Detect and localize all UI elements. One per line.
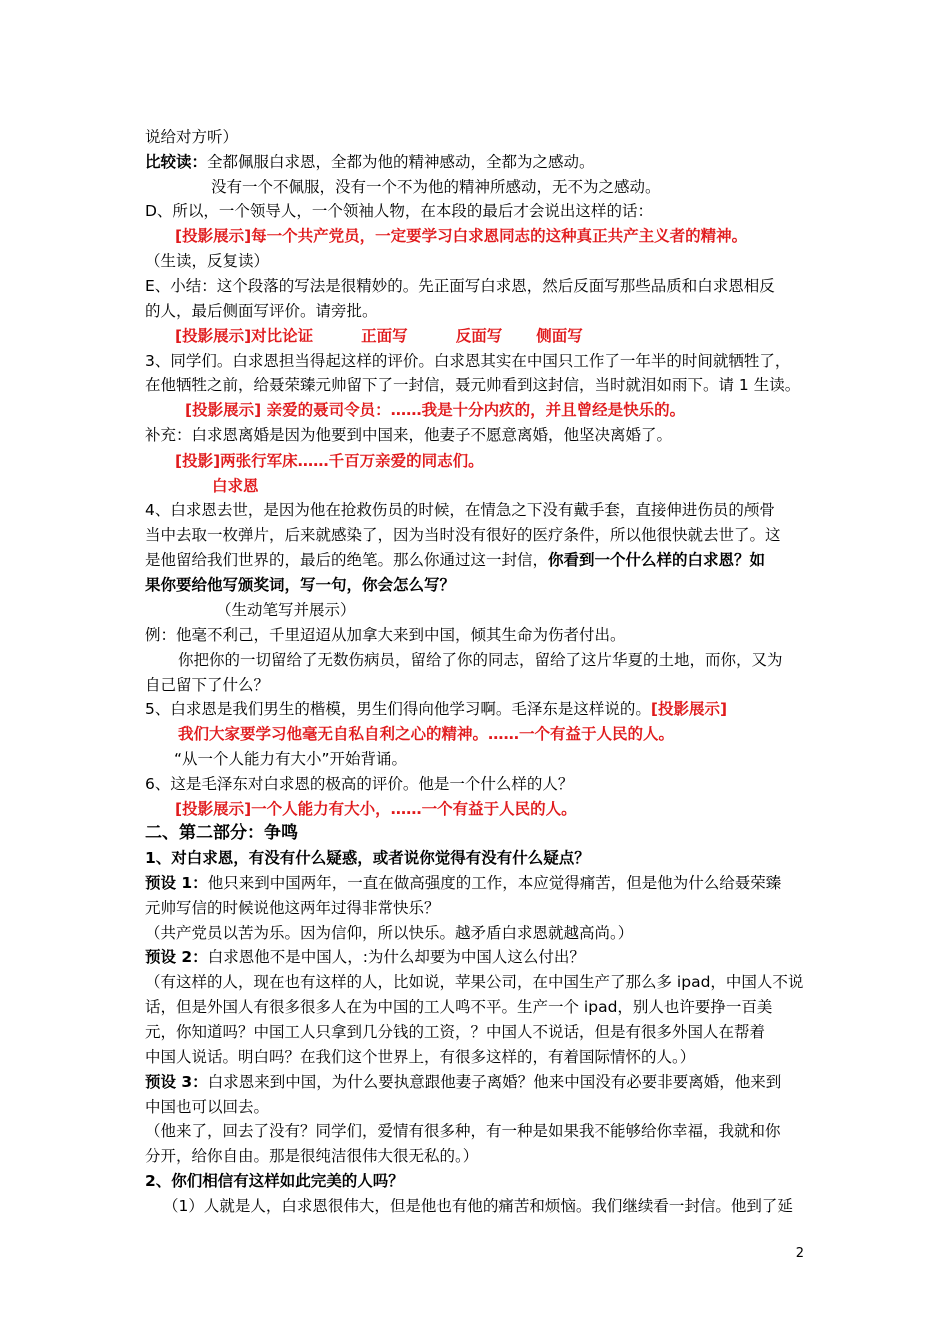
- text-span: 侧面写: [536, 327, 583, 345]
- text-span: 你看到一个什么样的白求恩？如: [548, 551, 766, 569]
- text-line: 4、白求恩去世，是因为他在抢救伤员的时候，在情急之下没有戴手套，直接伸进伤员的颅骨: [145, 501, 775, 519]
- text-line: [145, 1072, 820, 1092]
- text-line: [145, 873, 820, 893]
- text-line: （生动笔写并展示）: [216, 601, 356, 619]
- text-span: 预设 2：: [145, 948, 208, 966]
- text-span: 预设 1：: [145, 874, 208, 892]
- text-line: E、小结：这个段落的写法是很精妙的。先正面写白求恩，然后反面写那些品质和白求恩相反: [145, 277, 775, 295]
- text-line: 没有一个不佩服，没有一个不为他的精神所感动，无不为之感动。: [211, 178, 661, 196]
- projection-line: [投影展示]每一个共产党员，一定要学习白求恩同志的这种真正共产主义者的精神。: [175, 227, 748, 245]
- text-span: [投影展示]: [650, 700, 728, 718]
- text-span: 反面写: [455, 327, 503, 345]
- text-line: 2、你们相信有这样如此完美的人吗？: [145, 1172, 404, 1190]
- text-line: 元，你知道吗？中国工人只拿到几分钱的工资，？中国人不说话，但是有很多外国人在帮着: [145, 1023, 766, 1041]
- text-line: 的人，最后侧面写评价。请旁批。: [145, 302, 378, 320]
- text-line: 你把你的一切留给了无数伤病员，留给了你的同志，留给了这片华夏的土地，而你，又为: [178, 651, 783, 669]
- text-line: （1）人就是人，白求恩很伟大，但是他也有他的痛苦和烦恼。我们继续看一封信。他到了延: [163, 1197, 793, 1215]
- text-line: 1、对白求恩，有没有什么疑惑，或者说你觉得有没有什么疑点？: [145, 849, 590, 867]
- projection-line: [175, 326, 820, 346]
- text-line: 在他牺牲之前，给聂荣臻元帅留下了一封信，聂元帅看到这封信，当时就泪如雨下。请 1 生读。: [145, 376, 801, 394]
- text-line: （有这样的人，现在也有这样的人，比如说，苹果公司，在中国生产了那么多 ipad，中国人不说: [145, 973, 804, 991]
- text-span: 他只来到中国两年，一直在做高强度的工作，本应觉得痛苦，但是他为什么给聂荣臻: [207, 874, 782, 892]
- text-span: 是他留给我们世界的，最后的绝笔。那么你通过这一封信，: [145, 551, 549, 569]
- text-span: 预设 3：: [145, 1073, 208, 1091]
- text-line: 中国也可以回去。: [145, 1098, 270, 1116]
- text-line: 分开，给你自由。那是很纯洁很伟大很无私的。）: [145, 1147, 479, 1165]
- projection-line: [投影]两张行军床……千百万亲爱的同志们。: [175, 452, 484, 470]
- text-line: 中国人说话。明白吗？在我们这个世界上，有很多这样的，有着国际情怀的人。）: [145, 1048, 696, 1066]
- text-line: [145, 152, 820, 172]
- text-line: 当中去取一枚弹片，后来就感染了，因为当时没有很好的医疗条件，所以他很快就去世了。这: [145, 526, 781, 544]
- projection-line: 我们大家要学习他毫无自私自利之心的精神。……一个有益于人民的人。: [178, 725, 675, 743]
- text-line: [145, 550, 820, 570]
- text-span: 全都佩服白求恩，全都为他的精神感动，全都为之感动。: [207, 153, 595, 171]
- text-line: D、所以，一个领导人，一个领袖人物，在本段的最后才会说出这样的话：: [145, 202, 653, 220]
- page-number: 2: [795, 1246, 804, 1261]
- text-line: 补充：白求恩离婚是因为他要到中国来，他妻子不愿意离婚，他坚决离婚了。: [145, 426, 673, 444]
- text-line: “从一个人能力有大小”开始背诵。: [174, 750, 408, 768]
- signature-line: 白求恩: [212, 477, 259, 495]
- text-line: 例：他毫不利己，千里迢迢从加拿大来到中国，倾其生命为伤者付出。: [145, 626, 626, 644]
- text-span: 5、白求恩是我们男生的楷模，男生们得向他学习啊。毛泽东是这样说的。: [145, 700, 651, 718]
- text-line: [145, 947, 820, 967]
- projection-line: [投影展示] 亲爱的聂司令员：……我是十分内疚的，并且曾经是快乐的。: [185, 401, 686, 419]
- text-span: 白求恩来到中国，为什么要执意跟他妻子离婚？他来中国没有必要非要离婚，他来到: [207, 1073, 782, 1091]
- text-span: 正面写: [361, 327, 408, 345]
- text-line: （他来了，回去了没有？同学们，爱情有很多种，有一种是如果我不能够给你幸福，我就和你: [145, 1122, 781, 1140]
- text-line: 自己留下了什么？: [145, 676, 270, 694]
- projection-line: [投影展示]一个人能力有大小，……一个有益于人民的人。: [175, 800, 577, 818]
- text-span: [投影展示]对比论证: [175, 327, 314, 345]
- text-line: [145, 699, 820, 719]
- text-line: 果你要给他写颁奖词，写一句，你会怎么写？: [145, 576, 456, 594]
- text-line: （生读，反复读）: [145, 252, 270, 270]
- label-compare-read: 比较读：: [145, 153, 208, 171]
- text-line: 3、同学们。白求恩担当得起这样的评价。白求恩其实在中国只工作了一年半的时间就牺牲了，: [145, 352, 791, 370]
- text-line: 说给对方听）: [145, 128, 239, 146]
- section-heading: 二、第二部分：争鸣: [145, 823, 298, 843]
- text-line: 元帅写信的时候说他这两年过得非常快乐？: [145, 899, 440, 917]
- text-line: 话，但是外国人有很多很多人在为中国的工人鸣不平。生产一个 ipad，别人也许要挣一百美: [145, 998, 773, 1016]
- text-line: （共产党员以苦为乐。因为信仰，所以快乐。越矛盾白求恩就越高尚。）: [145, 924, 634, 942]
- text-span: 白求恩他不是中国人，:为什么却要为中国人这么付出？: [207, 948, 585, 966]
- text-line: 6、这是毛泽东对白求恩的极高的评价。他是一个什么样的人？: [145, 775, 574, 793]
